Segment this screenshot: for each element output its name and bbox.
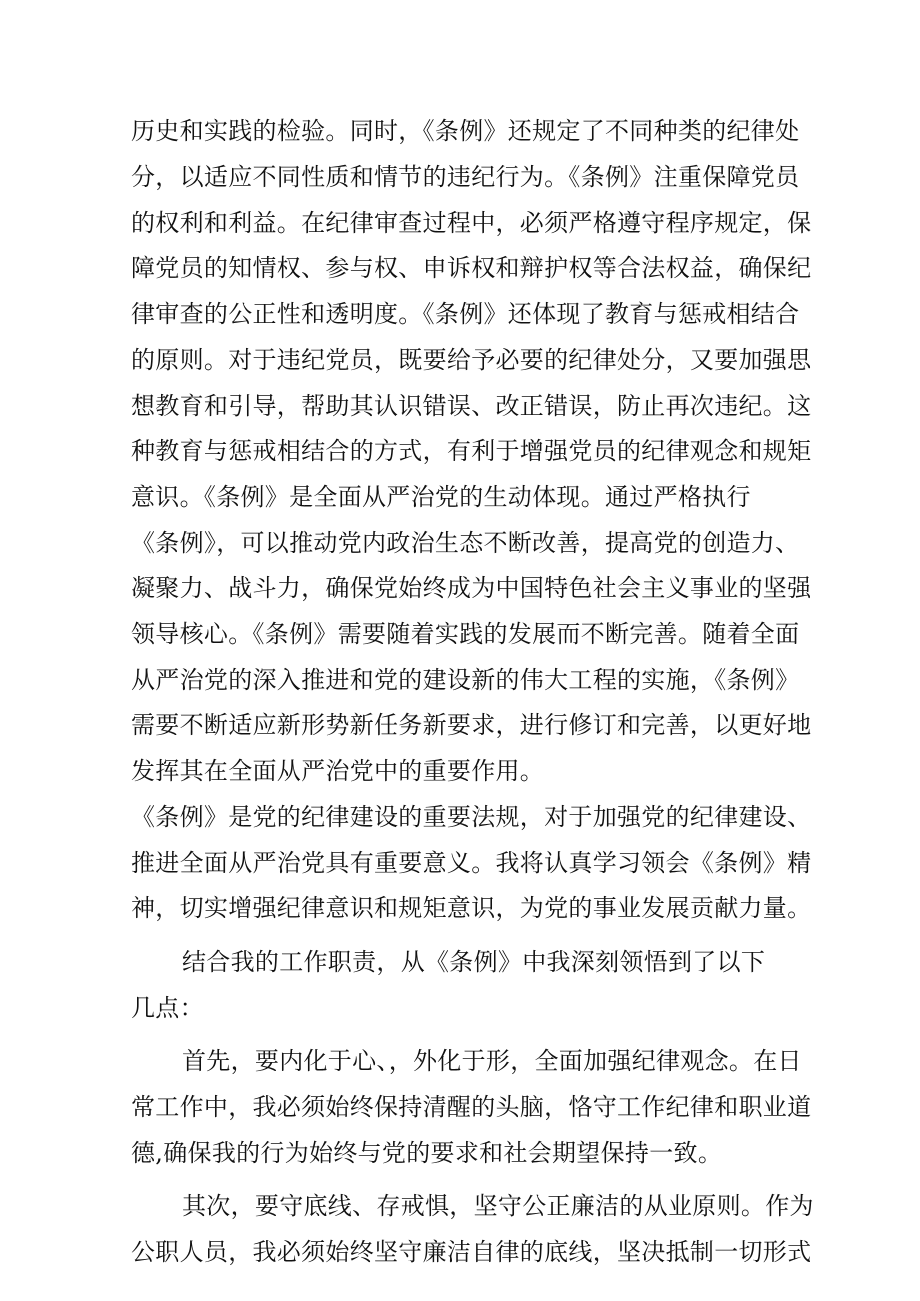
text-line: 从严治党的深入推进和党的建设新的伟大工程的实施，《条例》 [131, 666, 800, 694]
text-line: 发挥其在全面从严治党中的重要作用。 [131, 757, 545, 785]
text-line: 其次，要守底线、存戒惧，坚守公正廉洁的从业原则。作为 [182, 1192, 814, 1220]
text-line: 常工作中，我必须始终保持清醒的头脑，恪守工作纪律和职业道 [131, 1093, 812, 1121]
text-line: 推进全面从严治党具有重要意义。我将认真学习领会《条例》精 [131, 849, 812, 877]
text-line: 首先，要内化于心、，外化于形，全面加强纪律观念。在日 [182, 1047, 802, 1075]
text-line: 结合我的工作职责，从《条例》中我深刻领悟到了以下 [182, 948, 766, 976]
text-line: 意识。《条例》是全面从严治党的生动体现。通过严格执行 [131, 483, 751, 511]
text-line: 律审查的公正性和透明度。《条例》还体现了教育与惩戒相结合 [131, 300, 800, 328]
text-line: 凝聚力、战斗力，确保党始终成为中国特色社会主义事业的坚强 [131, 574, 812, 602]
text-line: 《条例》是党的纪律建设的重要法规，对于加强党的纪律建设、 [131, 803, 812, 831]
text-line: 德,确保我的行为始终与党的要求和社会期望保持一致。 [131, 1139, 723, 1167]
text-line: 分，以适应不同性质和情节的违纪行为。《条例》注重保障党员 [131, 163, 800, 191]
text-line: 需要不断适应新形势新任务新要求，进行修订和完善，以更好地 [131, 711, 812, 739]
text-line: 障党员的知情权、参与权、申诉权和辩护权等合法权益，确保纪 [131, 254, 812, 282]
text-line: 几点： [131, 994, 204, 1022]
text-line: 历史和实践的检验。同时，《条例》还规定了不同种类的纪律处 [131, 117, 800, 145]
text-line: 《条例》，可以推动党内政治生态不断改善，提高党的创造力、 [131, 529, 800, 557]
text-line: 的原则。对于违纪党员，既要给予必要的纪律处分，又要加强思 [131, 346, 812, 374]
text-line: 种教育与惩戒相结合的方式，有利于增强党员的纪律观念和规矩 [131, 437, 812, 465]
text-line: 想教育和引导，帮助其认识错误、改正错误，防止再次违纪。这 [131, 392, 812, 420]
text-line: 领导核心。《条例》需要随着实践的发展而不断完善。随着全面 [131, 620, 800, 648]
text-line: 公职人员，我必须始终坚守廉洁自律的底线，坚决抵制一切形式 [131, 1238, 812, 1266]
text-line: 的权利和利益。在纪律审查过程中，必须严格遵守程序规定，保 [131, 209, 812, 237]
text-line: 神，切实增强纪律意识和规矩意识，为党的事业发展贡献力量。 [131, 894, 812, 922]
